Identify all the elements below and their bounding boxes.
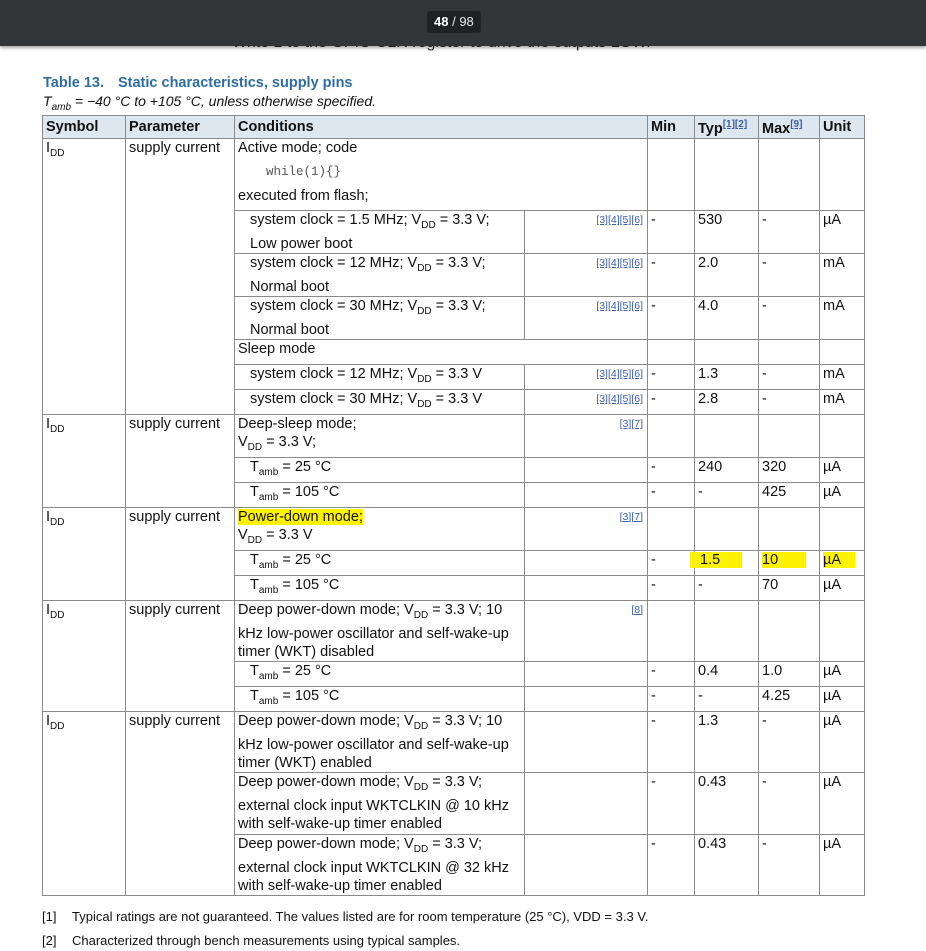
parameter-cell: supply current [126, 711, 235, 895]
condition-cell: $T_{amb} = 25$ °C [235, 661, 525, 686]
highlighted-text: Power-down mode; [238, 508, 363, 525]
table-subtitle: $T_{amb} = -40$ °C to +105 °C, unless otherwise specified. [43, 93, 376, 113]
condition-cell: system clock = 1.5 MHz; $V_{DD} = 3.3$ V; Low power boot [235, 211, 525, 254]
reference-link[interactable]: [3][4][5][6] [596, 393, 643, 405]
condition-cell: $T_{amb} = 25$ °C [235, 457, 525, 482]
table-row: system clock = 12 MHz; $V_{DD} = 3.3$ V [3][4][5][6] - 1.3 - mA [43, 365, 865, 390]
condition-cell: Deep power-down mode; $V_{DD} = 3.3$ V; external clock input WKTCLKIN @ 32 kHz with self-wake-up timer enabled [235, 834, 525, 895]
header-typ: Typ[1][2] [695, 116, 759, 139]
symbol-cell: $I_{DD}$ [43, 507, 126, 600]
condition-cell: $T_{amb} = 105$ °C [235, 482, 525, 507]
highlighted-unit: µA [823, 552, 855, 568]
table-row: $I_{DD}$ supply current Deep power-down mode; $V_{DD} = 3.3$ V; 10 kHz low-power oscillator and self-wake-up timer (WKT) enabled - 1.3 - µA [43, 711, 865, 772]
table-row: $T_{amb} = 25$ °C - 0.4 1.0 µA [43, 661, 865, 686]
reference-link[interactable]: [3][7] [619, 510, 643, 523]
condition-deep-sleep: Deep-sleep mode; $V_{DD} = 3.3$ V; [235, 415, 525, 458]
table-number: Table 13. [43, 75, 104, 91]
highlighted-typ: 1.5 [690, 552, 742, 568]
static-characteristics-table [42, 115, 865, 896]
condition-cell: $T_{amb} = 105$ °C [235, 686, 525, 711]
table-row [43, 600, 865, 661]
header-max-ref[interactable]: [9] [790, 119, 803, 131]
footnote: [1] Typical ratings are not guaranteed. The values listed are for room temperature (25 °C), VDD = 3.3 V. [42, 909, 649, 924]
header-unit: Unit [820, 116, 865, 139]
table-row: system clock = 30 MHz; $V_{DD} = 3.3$ V; Normal boot [3][4][5][6] - 4.0 - mA [43, 297, 865, 340]
code-snippet: while(1){} [266, 164, 342, 179]
highlighted-max: 10 [762, 552, 806, 568]
condition-cell: $T_{amb} = 25$ °C [235, 550, 525, 575]
table-row: system clock = 12 MHz; $V_{DD} = 3.3$ V; Normal boot [3][4][5][6] - 2.0 - mA [43, 254, 865, 297]
parameter-cell: supply current [126, 415, 235, 508]
header-typ-ref[interactable]: [1][2] [722, 119, 748, 131]
table-row [43, 507, 865, 550]
current-page: 48 [434, 14, 449, 29]
table-row: system clock = 1.5 MHz; $V_{DD} = 3.3$ V; Low power boot [3][4][5][6] - 530 - µA [43, 211, 865, 254]
reference-link[interactable]: [3][4][5][6] [596, 257, 643, 269]
footnote: [2] Characterized through bench measurements using typical samples. [42, 933, 461, 948]
table-row [43, 139, 865, 163]
header-min: Min [648, 116, 695, 139]
symbol-cell: $I_{DD}$ [43, 711, 126, 895]
reference-link[interactable]: [3][4][5][6] [596, 214, 643, 226]
table-row [43, 415, 865, 458]
condition-cell: system clock = 30 MHz; $V_{DD} = 3.3$ V; Normal boot [235, 297, 525, 340]
condition-active-mode: Active mode; code [235, 139, 648, 163]
table-row: $T_{amb} = 25$ °C - 240 320 µA [43, 457, 865, 482]
table-row: $T_{amb} = 105$ °C - - 4.25 µA [43, 686, 865, 711]
symbol-cell: $I_{DD}$ [43, 600, 126, 711]
table-row: system clock = 30 MHz; $V_{DD} = 3.3$ V [3][4][5][6] - 2.8 - mA [43, 390, 865, 415]
condition-cell: $T_{amb} = 105$ °C [235, 575, 525, 600]
header-max: Max[9] [759, 116, 820, 139]
symbol-cell: $I_{DD}$ [43, 415, 126, 508]
parameter-cell: supply current [126, 600, 235, 711]
reference-link[interactable]: [3][4][5][6] [596, 368, 643, 380]
header-parameter: Parameter [126, 116, 235, 139]
condition-cell: system clock = 30 MHz; $V_{DD} = 3.3$ V [235, 390, 525, 415]
table-row: Deep power-down mode; $V_{DD} = 3.3$ V; external clock input WKTCLKIN @ 32 kHz with self-wake-up timer enabled - 0.43 - µA [43, 834, 865, 895]
condition-cell: system clock = 12 MHz; $V_{DD} = 3.3$ V [235, 365, 525, 390]
table-caption [43, 75, 353, 91]
reference-link[interactable]: [3][7] [619, 418, 643, 430]
table-header-row [43, 116, 865, 139]
symbol-cell: $I_{DD}$ [43, 139, 126, 415]
table-title: Static characteristics, supply pins [117, 75, 353, 91]
condition-deep-power-down: Deep power-down mode; $V_{DD} = 3.3$ V; 10 kHz low-power oscillator and self-wake-up timer (WKT) disabled [235, 600, 525, 661]
parameter-cell: supply current [126, 507, 235, 600]
header-symbol: Symbol [43, 116, 126, 139]
header-conditions: Conditions [235, 116, 648, 139]
condition-sleep-mode: Sleep mode [235, 340, 648, 365]
table-row: Deep power-down mode; $V_{DD} = 3.3$ V; external clock input WKTCLKIN @ 10 kHz with self-wake-up timer enabled - 0.43 - µA [43, 772, 865, 834]
reference-link[interactable]: [8] [631, 603, 643, 616]
page-separator: / [448, 14, 460, 29]
reference-link[interactable]: [3][4][5][6] [596, 300, 643, 312]
total-pages: 98 [459, 14, 474, 29]
condition-cell: system clock = 12 MHz; $V_{DD} = 3.3$ V; Normal boot [235, 254, 525, 297]
condition-flash: executed from flash; [235, 187, 648, 211]
table-row: $T_{amb} = 105$ °C - - 70 µA [43, 575, 865, 600]
condition-cell: Deep power-down mode; $V_{DD} = 3.3$ V; external clock input WKTCLKIN @ 10 kHz with self-wake-up timer enabled [235, 772, 525, 834]
condition-cell: Deep power-down mode; $V_{DD} = 3.3$ V; 10 kHz low-power oscillator and self-wake-up timer (WKT) enabled [235, 711, 525, 772]
parameter-cell: supply current [126, 139, 235, 415]
pdf-viewer-toolbar [0, 0, 926, 46]
condition-power-down: Power-down mode; $V_{DD} = 3.3$ V [235, 507, 525, 550]
table-row: $T_{amb} = 105$ °C - - 425 µA [43, 482, 865, 507]
table-row: $T_{amb} = 25$ °C - 1.5 10 µA [43, 550, 865, 575]
page-number-indicator[interactable] [427, 11, 481, 33]
